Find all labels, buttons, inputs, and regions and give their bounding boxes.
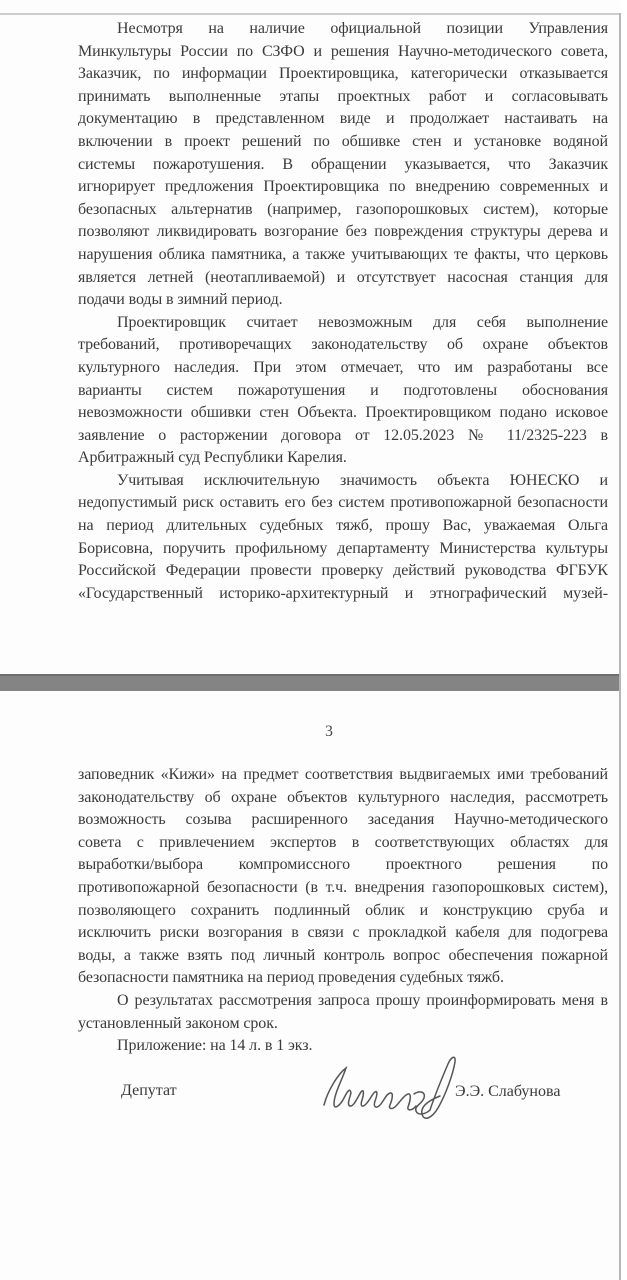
text-line: Учитывая исключительную значимость объекта ЮНЕСКО и (117, 471, 608, 489)
text-line: культурного наследия. При этом отмечает, что им разработаны все (78, 358, 608, 376)
text-line: позволяющего сохранить подлинный облик и конструкцию сруба и (78, 901, 608, 919)
text-line: Борисовна, поручить профильному департаменту Министерства культуры (78, 539, 608, 557)
text-line: Приложение: на 14 л. в 1 экз. (117, 1037, 313, 1055)
page-separator-band (0, 674, 627, 691)
page-number: 3 (325, 723, 333, 740)
text-line: Минкультуры России по СЗФО и решения Научно-методического совета, (78, 42, 608, 60)
text-line: О результатах рассмотрения запроса прошу проинформировать меня в (117, 991, 608, 1009)
text-line: «Государственный историко-архитектурный и этнографический музей- (78, 584, 608, 602)
text-line: Несмотря на наличие официальной позиции Управления (117, 20, 608, 37)
text-line: Проектировщик считает невозможным для себя выполнение (117, 313, 608, 331)
text-line: варианты систем пожаротушения и подготовлены обоснования (78, 381, 608, 399)
text-line: принимать выполненные этапы проектных работ и согласовывать (78, 87, 608, 105)
text-line: безопасных альтернатив (например, газопорошковых систем), которые (78, 200, 608, 218)
text-line: на период длительных судебных тяжб, прошу Вас, уважаемая Ольга (78, 517, 608, 535)
text-line: игнорирует предложения Проектировщика по внедрению современных и (78, 178, 608, 196)
text-line: выработки/выбора компромиссного проектного решения по (78, 856, 608, 874)
text-line: совета с привлечением экспертов в соответствующих областях для (78, 833, 608, 851)
text-line: является летней (неотапливаемой) и отсутствует насосная станция для (78, 268, 608, 286)
document-page-1 (78, 18, 608, 605)
text-line: противопожарной безопасности (в т.ч. внедрения газопорошковых систем), (78, 878, 608, 896)
text-line: недопустимый риск оставить его без систем противопожарной безопасности (78, 494, 608, 512)
page-right-margin (621, 0, 627, 1280)
signatory-role-label: Депутат (121, 1082, 177, 1099)
text-line: невозможности обшивки стен Объекта. Проектировщиком подано исковое (78, 404, 608, 422)
text-line: установленный законом срок. (78, 1014, 278, 1032)
text-line: заявление о расторжении договора от 12.05.2023 № 11/2325-223 в (78, 426, 608, 444)
text-line: нарушения облика памятника, а также учитывающих те факты, что церковь (78, 245, 608, 263)
text-line: исключить риски возгорания в связи с прокладкой кабеля для подогрева (78, 924, 608, 942)
text-line: позволяют ликвидировать возгорание без повреждения структуры дерева и (78, 223, 608, 241)
text-line: требований, противоречащих законодательству об охране объектов (78, 336, 608, 354)
signatory-name: Э.Э. Слабунова (455, 1083, 561, 1100)
page-right-edge (619, 13, 621, 1280)
page-top-edge (0, 13, 620, 15)
document-page-2 (78, 764, 608, 1058)
text-line: подачи воды в зимний период. (78, 291, 283, 309)
handwritten-signature-icon (318, 1050, 460, 1126)
text-line: Российской Федерации провести проверку действий руководства ФГБУК (78, 562, 608, 580)
text-line: воды, а также взять под личный контроль вопрос обеспечения пожарной (78, 946, 608, 964)
text-line: законодательству об охране объектов культурного наследия, рассмотреть (78, 788, 608, 806)
text-line: Заказчик, по информации Проектировщика, категорически отказывается (78, 65, 608, 83)
text-line: возможность созыва расширенного заседания Научно-методического (78, 811, 608, 829)
text-line: системы пожаротушения. В обращении указывается, что Заказчик (78, 155, 608, 173)
text-line: Арбитражный суд Республики Карелия. (78, 449, 347, 467)
text-line: заповедник «Кижи» на предмет соответствия выдвигаемых ими требований (78, 766, 608, 783)
text-line: включении в проект решений по обшивке стен и установке водяной (78, 132, 608, 150)
text-line: безопасности памятника на период проведения судебных тяжб. (78, 969, 504, 987)
text-line: документацию в представленном виде и продолжает настаивать на (78, 110, 608, 128)
